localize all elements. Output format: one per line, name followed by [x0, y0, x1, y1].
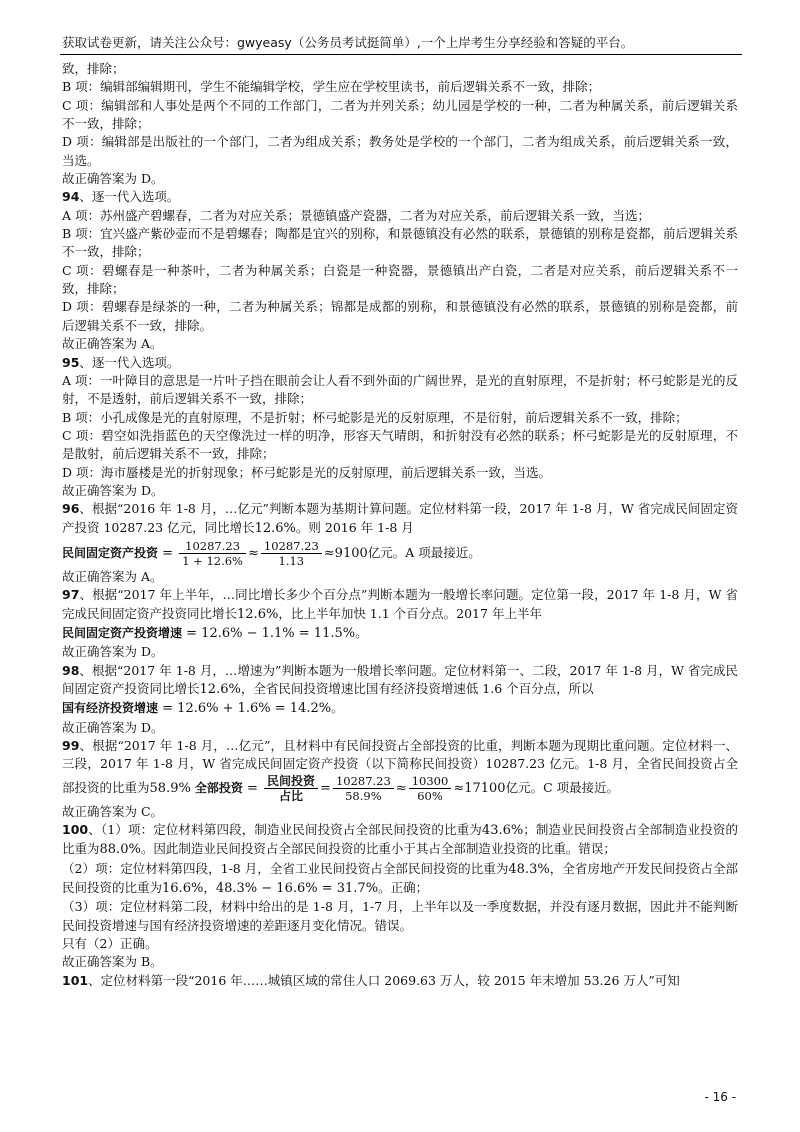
- answer-line: 故正确答案为 C。: [62, 803, 164, 819]
- question-text: 。正确；: [378, 880, 429, 896]
- text-line: 只有（2）正确。: [62, 936, 158, 952]
- text-line: C 项：编辑部和人事处是两个不同的工作部门，二者为并列关系；幼儿园是学校的一种，二者为种属关系，前后逻辑关系不一致，排除；: [62, 97, 738, 132]
- question-98: [62, 662, 738, 700]
- question-text: 、逐一代入选项。: [79, 189, 180, 205]
- fraction: $\frac{10287.23}{1 + 12.6\%}$: [179, 539, 246, 568]
- percent-value: 48.3%: [508, 861, 550, 877]
- result-value: 9100: [334, 545, 368, 561]
- equation-label: 民间固定资产投资增速: [62, 625, 183, 640]
- question-number: 95: [62, 354, 80, 370]
- answer-line: 故正确答案为 B。: [62, 954, 163, 970]
- answer-line: 故正确答案为 D。: [62, 719, 164, 735]
- text-tail: 亿元。A 项最接近。: [367, 544, 481, 560]
- text-tail: 亿元。C 项最接近。: [505, 779, 620, 795]
- option-d: D 项：碧螺春是绿茶的一种，二者为种属关系；锦都是成都的别称，和景德镇没有必然的联系，景德镇的别称是瓷都，前后逻辑关系不一致，排除。: [62, 299, 738, 333]
- equation-label: 民间固定资产投资: [62, 545, 159, 560]
- question-text: 、逐一代入选项。: [79, 354, 180, 370]
- question-number: 101: [62, 972, 89, 988]
- question-100: [62, 821, 738, 860]
- question-number: 100: [62, 822, 89, 838]
- equation-label: 全部投资: [194, 780, 243, 795]
- question-text: ，比上半年加快 1.1 个百分点。2017 年上半年: [278, 605, 542, 621]
- text-line: D 项：编辑部是出版社的一个部门，二者为组成关系；教务处是学校的一个部门，二者为组成关系，前后逻辑关系一致，当选。: [62, 134, 738, 168]
- text-line: B 项：编辑部编辑期刊，学生不能编辑学校，学生应在学校里读书，前后逻辑关系不一致，排除；: [62, 79, 601, 95]
- question-text: 。因此制造业民间投资占全部民间投资的比重小于其占全部制造业投资的比重。错误；: [140, 841, 616, 857]
- percent-value: 43.6%: [481, 823, 524, 839]
- question-text: ，全省民间投资增速比国有经济投资增速低 1.6 个百分点，所以: [240, 681, 594, 696]
- percent-value: 16.6%: [162, 881, 204, 897]
- question-text: （2）项：定位材料第四段，1-8 月，全省工业民间投资占全部民间投资的比重为: [62, 860, 509, 876]
- fraction: $\frac{10287.23}{58.9\%}$: [333, 774, 394, 803]
- fraction: $\frac{10287.23}{1.13}$: [261, 539, 322, 568]
- question-99: 99、根据“2017 年 1-8 月，…亿元”，且材料中有民间投资占全部投资的比重，判断本题为现期比重问题。定位材料一、三段，2017 年 1-8 月，W 省完成民间固定资产投资（以下简称民间投资）10287.23 亿元。1-8 月，全省民间投资占全部投资的比重为58.9% 全部投资 = $\frac{\text{民间投资}}{\text{占比}}$ = $\frac{10287.23}{58.9\%}$ ≈ $\frac{10300}{60\%}$ ≈17100亿元。C 项最接近。: [62, 738, 738, 803]
- equation-line: 民间固定资产投资增速 = 12.6% − 1.1% = 11.5%。: [62, 624, 368, 641]
- question-94: [62, 188, 738, 206]
- question-text: 、根据“2017 年 1-8 月，…增速为”判断本题为一般增长率问题。定位材料第一、二段，2017 年 1-8 月，W 省完成民间固定资产投资同比增长: [62, 662, 738, 696]
- percent-value: 88.0%: [99, 842, 141, 858]
- question-number: 98: [62, 662, 80, 678]
- option-a: A 项：一叶障目的意思是一片叶子挡在眼前会让人看不到外面的广阔世界，是光的直射原理，不是折射；杯弓蛇影是光的反射，不是透射，前后逻辑关系不一致，排除；: [62, 372, 738, 407]
- question-text: 。则 2016 年 1-8 月: [295, 519, 414, 535]
- equation: = 12.6% + 1.6% = 14.2%: [158, 701, 332, 717]
- option-c: C 项：碧螺春是一种茶叶，二者为种属关系；白瓷是一种瓷器，景德镇出产白瓷，二者是对应关系，前后逻辑关系不一致，排除；: [62, 262, 738, 297]
- page-number: - 16 -: [704, 1090, 736, 1104]
- result-value: 17100: [464, 780, 506, 796]
- question-text: 、根据“2016 年 1-8 月，…亿元”判断本题为基期计算问题。定位材料第一段，2017 年 1-8 月，W 省完成民间固定资产投资 10287.23 亿元，同比增长: [62, 501, 738, 535]
- option-b: B 项：宜兴盛产紫砂壶而不是碧螺春；陶都是宜兴的别称，和景德镇没有必然的联系，景德镇的别称是瓷都，前后逻辑关系不一致，排除；: [62, 226, 738, 260]
- percent-value: 12.6%: [254, 520, 296, 536]
- answer-line: 故正确答案为 A。: [62, 336, 163, 352]
- question-number: 94: [62, 189, 80, 205]
- equation: = 12.6% − 1.1% = 11.5%: [182, 625, 356, 641]
- question-96: [62, 500, 738, 538]
- document-body: [62, 60, 738, 990]
- question-97: [62, 586, 738, 624]
- answer-line: 故正确答案为 A。: [62, 568, 163, 584]
- question-text: 、根据“2017 年上半年，…同比增长多少个百分点”判断本题为一般增长率问题。定位第一段，2017 年 1-8 月，W 省完成民间固定资产投资同比增长: [62, 587, 738, 621]
- answer-line: 故正确答案为 D。: [62, 644, 164, 660]
- question-95: [62, 354, 738, 372]
- question-number: 97: [62, 587, 80, 603]
- text-line: 致，排除；: [62, 61, 125, 76]
- question-text: 、（1）项：定位材料第四段，制造业民间投资占全部民间投资的比重为: [88, 822, 482, 838]
- option-c: C 项：碧空如洗指蓝色的天空像洗过一样的明净，形容天气晴朗，和折射没有必然的联系；杯弓蛇影是光的反射原理，不是散射，前后逻辑关系不一致，排除；: [62, 427, 738, 462]
- percent-value: 58.9%: [149, 780, 191, 796]
- option-b: B 项：小孔成像是光的直射原理，不是折射；杯弓蛇影是光的反射原理，不是衍射，前后逻辑关系不一致，排除；: [62, 409, 688, 425]
- header-banner: 获取试卷更新，请关注公众号：gwyeasy（公务员考试挺简单）,一个上岸考生分享经验和答疑的平台。: [62, 35, 634, 50]
- fraction: $\frac{10300}{60\%}$: [409, 774, 452, 803]
- equation: 48.3% − 16.6% = 31.7%: [215, 881, 379, 897]
- item-3: （3）项：定位材料第二段，材料中给出的是 1-8 月，1-7 月，上半年以及一季度数据，并没有逐月数据，因此并不能判断民间投资增速与国有经济投资增速的差距逐月变化情况。错误。: [62, 899, 738, 933]
- question-101: [62, 972, 738, 990]
- percent-value: 12.6%: [199, 682, 241, 697]
- fraction: $\frac{\text{民间投资}}{\text{占比}}$: [264, 774, 318, 803]
- answer-line: 故正确答案为 D。: [62, 482, 164, 498]
- question-text: 、定位材料第一段“2016 年……城镇区域的常住人口 2069.63 万人，较 2015 年末增加 53.26 万人”可知: [88, 972, 680, 988]
- question-text: ，全省房地产开发民间投资占全部民间投资的比重为: [62, 860, 738, 896]
- answer-line: 故正确答案为 D。: [62, 171, 164, 187]
- question-text: ；制造业民间投资占全部制造业投资的比重为: [62, 822, 738, 857]
- question-number: 99: [62, 738, 80, 754]
- header-rule: [60, 54, 742, 55]
- option-a: A 项：苏州盛产碧螺春，二者为对应关系；景德镇盛产瓷器，二者为对应关系，前后逻辑关系一致，当选；: [62, 207, 651, 223]
- equation-line: 国有经济投资增速 = 12.6% + 1.6% = 14.2%。: [62, 700, 344, 717]
- equation-label: 国有经济投资增速: [62, 701, 159, 716]
- question-number: 96: [62, 501, 80, 517]
- option-d: D 项：海市蜃楼是光的折射现象；杯弓蛇影是光的反射原理，前后逻辑关系一致，当选。: [62, 464, 551, 480]
- item-2: （2）项：定位材料第四段，1-8 月，全省工业民间投资占全部民间投资的比重为48.3%，全省房地产开发民间投资占全部民间投资的比重为16.6%，48.3% − 16.6% = 31.7%。正确；: [62, 860, 738, 897]
- question-text: 、根据“2017 年 1-8 月，…亿元”，且材料中有民间投资占全部投资的比重，判断本题为现期比重问题。定位材料一、三段，2017 年 1-8 月，W 省完成民间固定资产投资（以下简称民间投资）10287.23 亿元。1-8 月，全省民间投资占全部投资的比重为: [62, 738, 738, 795]
- percent-value: 12.6%: [237, 606, 279, 622]
- equation-line: 民间固定资产投资 = $\frac{10287.23}{1 + 12.6\%}$ ≈ $\frac{10287.23}{1.13}$ ≈9100亿元。A 项最接近。: [62, 538, 481, 568]
